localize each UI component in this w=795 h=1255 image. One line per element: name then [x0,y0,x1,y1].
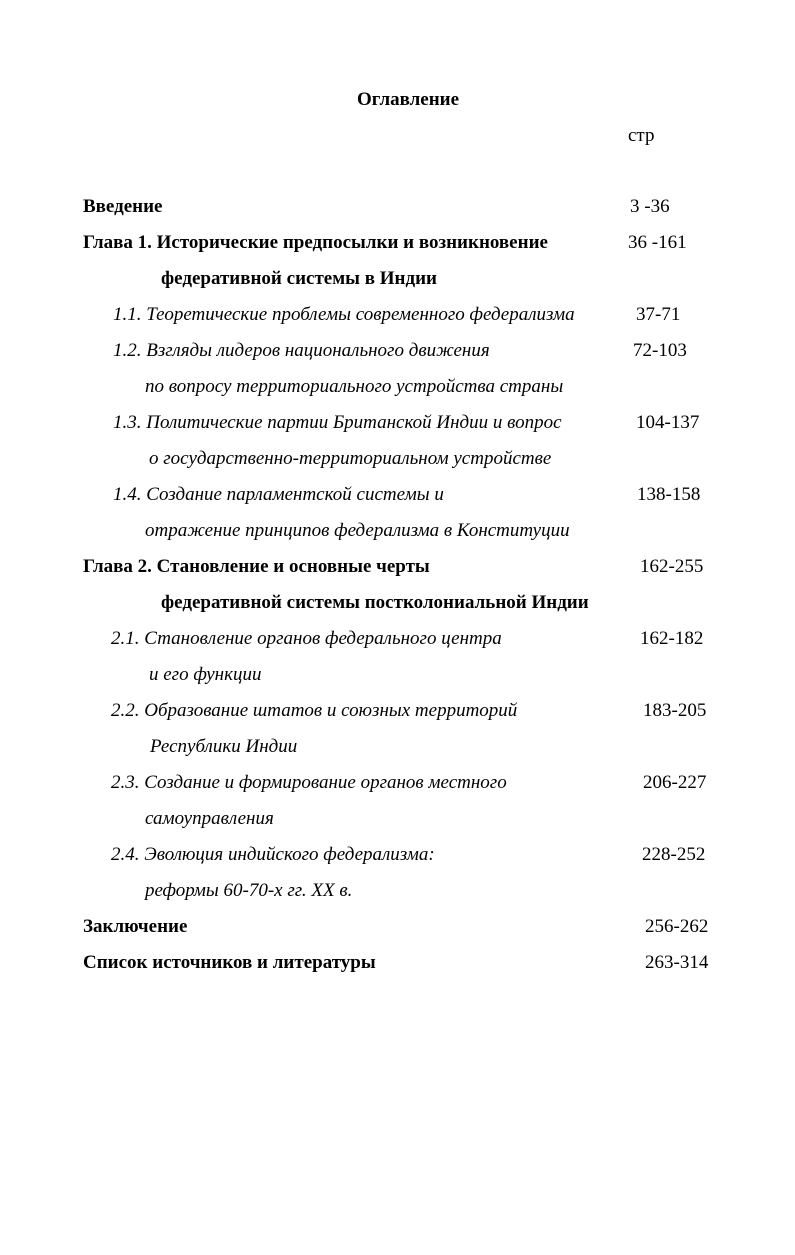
toc-pages-1-2: 72-103 [633,340,687,361]
toc-pages-2-2: 183-205 [643,700,707,721]
toc-chapter1-line2: федеративной системы в Индии [161,268,437,289]
toc-pages-2-3: 206-227 [643,772,707,793]
toc-section-1-4-line1: 1.4. Создание парламентской системы и [113,484,444,505]
page-column-header: стр [628,125,655,146]
toc-pages-2-4: 228-252 [642,844,706,865]
toc-section-2-1-line1: 2.1. Становление органов федерального центра [111,628,502,649]
toc-entry-conclusion: Заключение [83,916,188,937]
toc-section-2-2-line1: 2.2. Образование штатов и союзных территорий [111,700,518,721]
toc-entry-intro: Введение [83,196,163,217]
toc-chapter2-line2: федеративной системы постколониальной Индии [161,592,589,613]
toc-section-1-2-line1: 1.2. Взгляды лидеров национального движения [113,340,490,361]
toc-section-1-3-line2: о государственно-территориальном устройстве [149,448,552,469]
toc-section-1-3-line1: 1.3. Политические партии Британской Индии и вопрос [113,412,562,433]
toc-pages-sources: 263-314 [645,952,709,973]
toc-pages-1-1: 37-71 [636,304,681,325]
toc-pages-chapter1: 36 -161 [628,232,687,253]
toc-section-1-4-line2: отражение принципов федерализма в Конституции [145,520,570,541]
toc-pages-intro: 3 -36 [630,196,670,217]
toc-pages-1-4: 138-158 [637,484,701,505]
toc-section-1-1: 1.1. Теоретические проблемы современного федерализма [113,304,575,325]
toc-pages-chapter2: 162-255 [640,556,704,577]
toc-chapter2-line1: Глава 2. Становление и основные черты [83,556,430,577]
toc-section-2-4-line2: реформы 60-70-х гг. XX в. [145,880,353,901]
toc-entry-sources: Список источников и литературы [83,952,376,973]
toc-title: Оглавление [357,89,460,110]
toc-chapter1-line1: Глава 1. Исторические предпосылки и возникновение [83,232,548,253]
toc-section-1-2-line2: по вопросу территориального устройства страны [145,376,564,397]
toc-pages-2-1: 162-182 [640,628,704,649]
toc-pages-1-3: 104-137 [636,412,700,433]
toc-section-2-3-line1: 2.3. Создание и формирование органов местного [111,772,507,793]
toc-section-2-4-line1: 2.4. Эволюция индийского федерализма: [111,844,435,865]
toc-pages-conclusion: 256-262 [645,916,709,937]
toc-section-2-2-line2: Республики Индии [150,736,298,757]
toc-section-2-1-line2: и его функции [149,664,262,685]
toc-section-2-3-line2: самоуправления [145,808,274,829]
